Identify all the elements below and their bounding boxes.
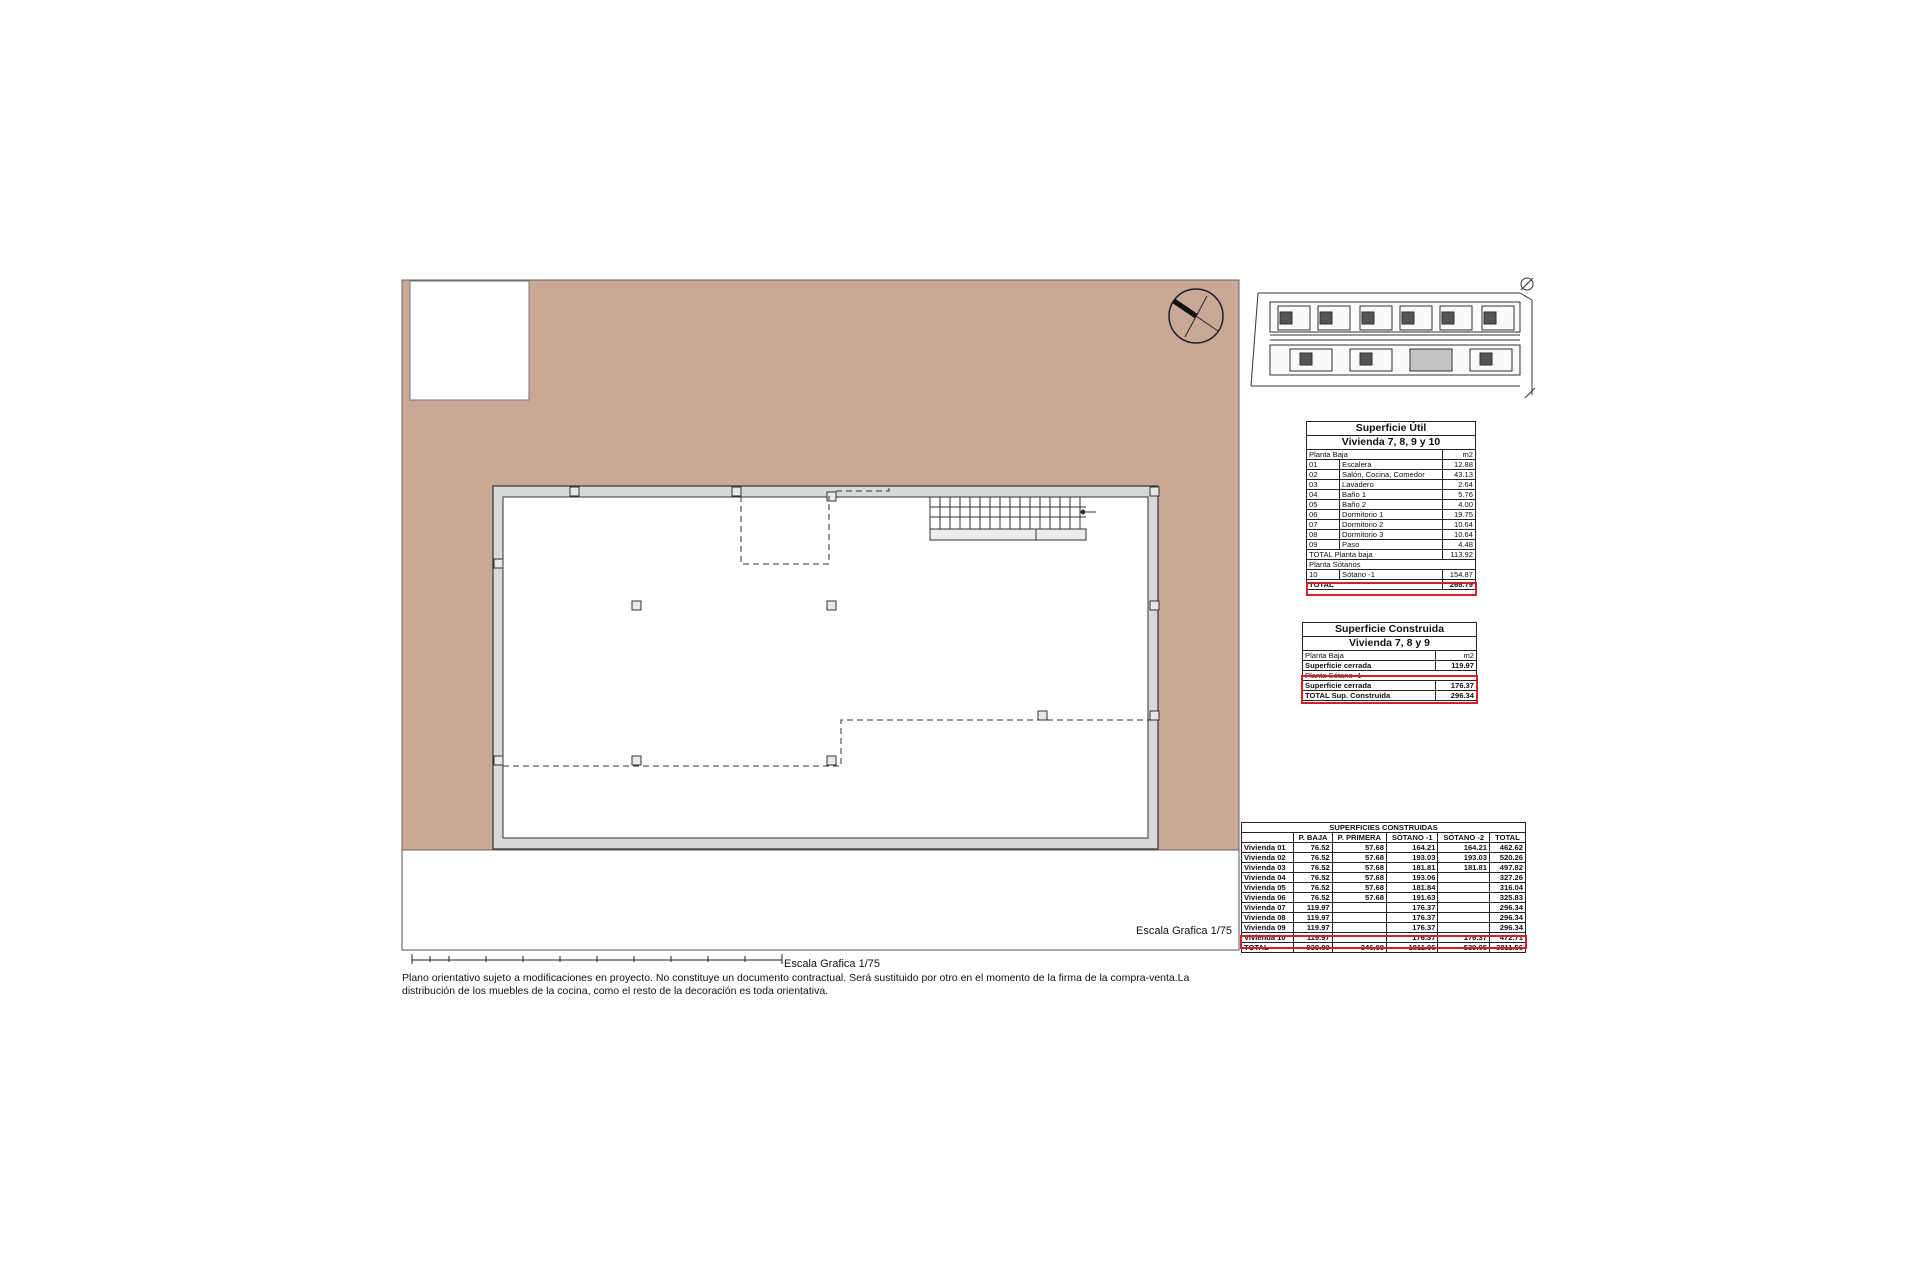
summary-row xyxy=(1242,883,1526,893)
util-section-sotanos: Planta Sótanos xyxy=(1307,560,1476,570)
util-row-number: 02 xyxy=(1307,470,1340,480)
util-row-number: 09 xyxy=(1307,540,1340,550)
util-row-name: Paso xyxy=(1340,540,1443,550)
util-row-number: 05 xyxy=(1307,500,1340,510)
util-total-label: TOTAL xyxy=(1307,580,1443,590)
summary-total-label: TOTAL xyxy=(1242,943,1294,953)
summary-row-name: Vivienda 08 xyxy=(1242,913,1294,923)
util-row-value: 10.64 xyxy=(1442,520,1475,530)
summary-header: SÓTANO -1 xyxy=(1386,833,1437,843)
summary-row xyxy=(1242,863,1526,873)
summary-cell xyxy=(1438,873,1489,883)
summary-header: P. PRIMERA xyxy=(1332,833,1386,843)
summary-cell: 76.52 xyxy=(1294,873,1332,883)
util-row xyxy=(1307,520,1476,530)
summary-cell xyxy=(1438,903,1489,913)
summary-cell: 119.97 xyxy=(1294,913,1332,923)
util-row-number: 04 xyxy=(1307,490,1340,500)
summary-cell: 497.82 xyxy=(1489,863,1525,873)
summary-total-cell: 1811.06 xyxy=(1386,943,1437,953)
summary-total-cell: 939.00 xyxy=(1294,943,1332,953)
summary-cell: 193.03 xyxy=(1386,853,1437,863)
util-unit: m2 xyxy=(1442,450,1475,460)
constr-unit: m2 xyxy=(1435,651,1476,661)
summary-cell xyxy=(1332,913,1386,923)
util-row-value: 2.64 xyxy=(1442,480,1475,490)
util-title1: Superficie Útil xyxy=(1307,422,1476,436)
util-row xyxy=(1307,470,1476,480)
highlight-vivienda-08 xyxy=(1240,935,1527,949)
summary-row xyxy=(1242,843,1526,853)
summary-cell: 76.52 xyxy=(1294,853,1332,863)
summary-cell: 193.06 xyxy=(1386,873,1437,883)
constr-sup-cerrada-label: Superficie cerrada xyxy=(1303,661,1436,671)
summary-header: P. BAJA xyxy=(1294,833,1332,843)
summary-cell: 520.26 xyxy=(1489,853,1525,863)
summary-cell: 119.97 xyxy=(1294,933,1332,943)
summary-cell: 76.52 xyxy=(1294,883,1332,893)
summary-cell: 176.37 xyxy=(1386,903,1437,913)
constr-sup-cerrada-baja: 119.97 xyxy=(1435,661,1476,671)
summary-row xyxy=(1242,893,1526,903)
util-row-number: 03 xyxy=(1307,480,1340,490)
summary-cell xyxy=(1332,923,1386,933)
summary-row xyxy=(1242,913,1526,923)
util-row-number: 08 xyxy=(1307,530,1340,540)
scale-label-in-frame: Escala Grafica 1/75 xyxy=(1136,925,1232,937)
disclaimer-text: Plano orientativo sujeto a modificaciones en proyecto. No constituye un documento contractual. Será sustituido por otro en el momento de la firma de la compra-venta.La distribución de los muebles de la cocina, como el resto de la decoración es toda orientativa. xyxy=(402,972,1190,997)
summary-row-name: Vivienda 10 xyxy=(1242,933,1294,943)
inset-blank xyxy=(410,281,529,400)
basement-interior xyxy=(503,497,1148,838)
summary-cell: 57.68 xyxy=(1332,893,1386,903)
summary-header: SÓTANO -2 xyxy=(1438,833,1489,843)
util-total-baja-label: TOTAL Planta baja xyxy=(1307,550,1443,560)
summary-cell: 57.68 xyxy=(1332,853,1386,863)
summary-cell: 181.81 xyxy=(1386,863,1437,873)
util-sotano-n: 10 xyxy=(1307,570,1340,580)
summary-row-name: Vivienda 09 xyxy=(1242,923,1294,933)
scale-bar xyxy=(412,954,782,964)
summary-cell: 462.62 xyxy=(1489,843,1525,853)
util-section-baja: Planta Baja xyxy=(1307,450,1443,460)
summary-cell: 296.34 xyxy=(1489,923,1525,933)
summary-row-name: Vivienda 07 xyxy=(1242,903,1294,913)
util-row-name: Dormitorio 2 xyxy=(1340,520,1443,530)
summary-cell: 176.37 xyxy=(1386,913,1437,923)
highlight-sotano-util xyxy=(1306,582,1477,596)
util-row-name: Dormitorio 3 xyxy=(1340,530,1443,540)
summary-cell xyxy=(1332,903,1386,913)
summary-cell: 164.21 xyxy=(1438,843,1489,853)
summary-row-name: Vivienda 06 xyxy=(1242,893,1294,903)
summary-cell xyxy=(1438,883,1489,893)
summary-cell: 181.81 xyxy=(1438,863,1489,873)
util-row-name: Baño 2 xyxy=(1340,500,1443,510)
summary-cell: 316.04 xyxy=(1489,883,1525,893)
summary-cell: 327.26 xyxy=(1489,873,1525,883)
table-superficie-util xyxy=(1306,421,1476,590)
summary-cell: 57.68 xyxy=(1332,873,1386,883)
util-sotano-v: 154.87 xyxy=(1442,570,1475,580)
summary-cell: 181.84 xyxy=(1386,883,1437,893)
constr-sup-cerrada-label-2: Superficie cerrada xyxy=(1303,681,1436,691)
constr-section-sotano: Planta Sótano -1 xyxy=(1303,671,1477,681)
summary-cell: 76.52 xyxy=(1294,863,1332,873)
util-row-name: Salón, Cocina, Comedor xyxy=(1340,470,1443,480)
util-row xyxy=(1307,510,1476,520)
summary-row-name: Vivienda 01 xyxy=(1242,843,1294,853)
summary-title: SUPERFICIES CONSTRUIDAS xyxy=(1242,823,1526,833)
summary-cell: 296.34 xyxy=(1489,913,1525,923)
summary-cell: 57.68 xyxy=(1332,863,1386,873)
summary-cell: 176.37 xyxy=(1438,933,1489,943)
summary-cell: 296.34 xyxy=(1489,903,1525,913)
util-row-value: 10.64 xyxy=(1442,530,1475,540)
constr-title2: Vivienda 7, 8 y 9 xyxy=(1303,637,1477,651)
util-row-value: 5.76 xyxy=(1442,490,1475,500)
util-row xyxy=(1307,460,1476,470)
summary-cell xyxy=(1438,923,1489,933)
summary-total-cell: 3811.56 xyxy=(1489,943,1525,953)
summary-row-name: Vivienda 02 xyxy=(1242,853,1294,863)
util-row-number: 01 xyxy=(1307,460,1340,470)
summary-cell: 193.03 xyxy=(1438,853,1489,863)
summary-row xyxy=(1242,903,1526,913)
summary-row-name: Vivienda 05 xyxy=(1242,883,1294,893)
util-row-name: Dormitorio 1 xyxy=(1340,510,1443,520)
summary-total-cell: 346.08 xyxy=(1332,943,1386,953)
summary-row xyxy=(1242,873,1526,883)
util-row-name: Escalera xyxy=(1340,460,1443,470)
summary-header: TOTAL xyxy=(1489,833,1525,843)
scale-label: Escala Grafica 1/75 xyxy=(784,958,880,970)
summary-cell: 119.97 xyxy=(1294,903,1332,913)
summary-cell: 472.71 xyxy=(1489,933,1525,943)
summary-cell: 57.68 xyxy=(1332,883,1386,893)
util-row-number: 07 xyxy=(1307,520,1340,530)
util-total-baja: 113.92 xyxy=(1442,550,1475,560)
constr-section-baja: Planta Baja xyxy=(1303,651,1436,661)
util-row xyxy=(1307,500,1476,510)
summary-cell: 191.63 xyxy=(1386,893,1437,903)
util-row-value: 4.00 xyxy=(1442,500,1475,510)
summary-row-name: Vivienda 03 xyxy=(1242,863,1294,873)
summary-cell: 76.52 xyxy=(1294,843,1332,853)
summary-cell xyxy=(1438,913,1489,923)
util-title2: Vivienda 7, 8, 9 y 10 xyxy=(1307,436,1476,450)
summary-row-name: Vivienda 04 xyxy=(1242,873,1294,883)
util-row xyxy=(1307,490,1476,500)
util-row xyxy=(1307,480,1476,490)
summary-total-cell: 539.05 xyxy=(1438,943,1489,953)
constr-title1: Superficie Construida xyxy=(1303,623,1477,637)
summary-row xyxy=(1242,853,1526,863)
util-row xyxy=(1307,530,1476,540)
summary-cell: 76.52 xyxy=(1294,893,1332,903)
summary-cell: 119.97 xyxy=(1294,923,1332,933)
util-row-number: 06 xyxy=(1307,510,1340,520)
util-total: 268.79 xyxy=(1442,580,1475,590)
summary-header-blank xyxy=(1242,833,1294,843)
summary-row xyxy=(1242,923,1526,933)
util-row-value: 12.88 xyxy=(1442,460,1475,470)
util-row-name: Baño 1 xyxy=(1340,490,1443,500)
summary-cell: 176.37 xyxy=(1386,923,1437,933)
summary-cell: 164.21 xyxy=(1386,843,1437,853)
summary-cell: 57.68 xyxy=(1332,843,1386,853)
util-row-value: 4.48 xyxy=(1442,540,1475,550)
summary-cell xyxy=(1438,893,1489,903)
key-plan xyxy=(1251,278,1535,398)
util-row-value: 19.75 xyxy=(1442,510,1475,520)
util-row xyxy=(1307,540,1476,550)
summary-cell: 176.37 xyxy=(1386,933,1437,943)
highlight-sotano-construida xyxy=(1301,675,1478,704)
summary-cell: 325.83 xyxy=(1489,893,1525,903)
util-row-value: 43.13 xyxy=(1442,470,1475,480)
table-superficies-construidas xyxy=(1241,822,1526,953)
constr-sup-cerrada-sotano: 176.37 xyxy=(1435,681,1476,691)
constr-total: 296.34 xyxy=(1435,691,1476,701)
util-sotano-name: Sótano -1 xyxy=(1340,570,1443,580)
constr-total-label: TOTAL Sup. Construida xyxy=(1303,691,1436,701)
util-row-name: Lavadero xyxy=(1340,480,1443,490)
